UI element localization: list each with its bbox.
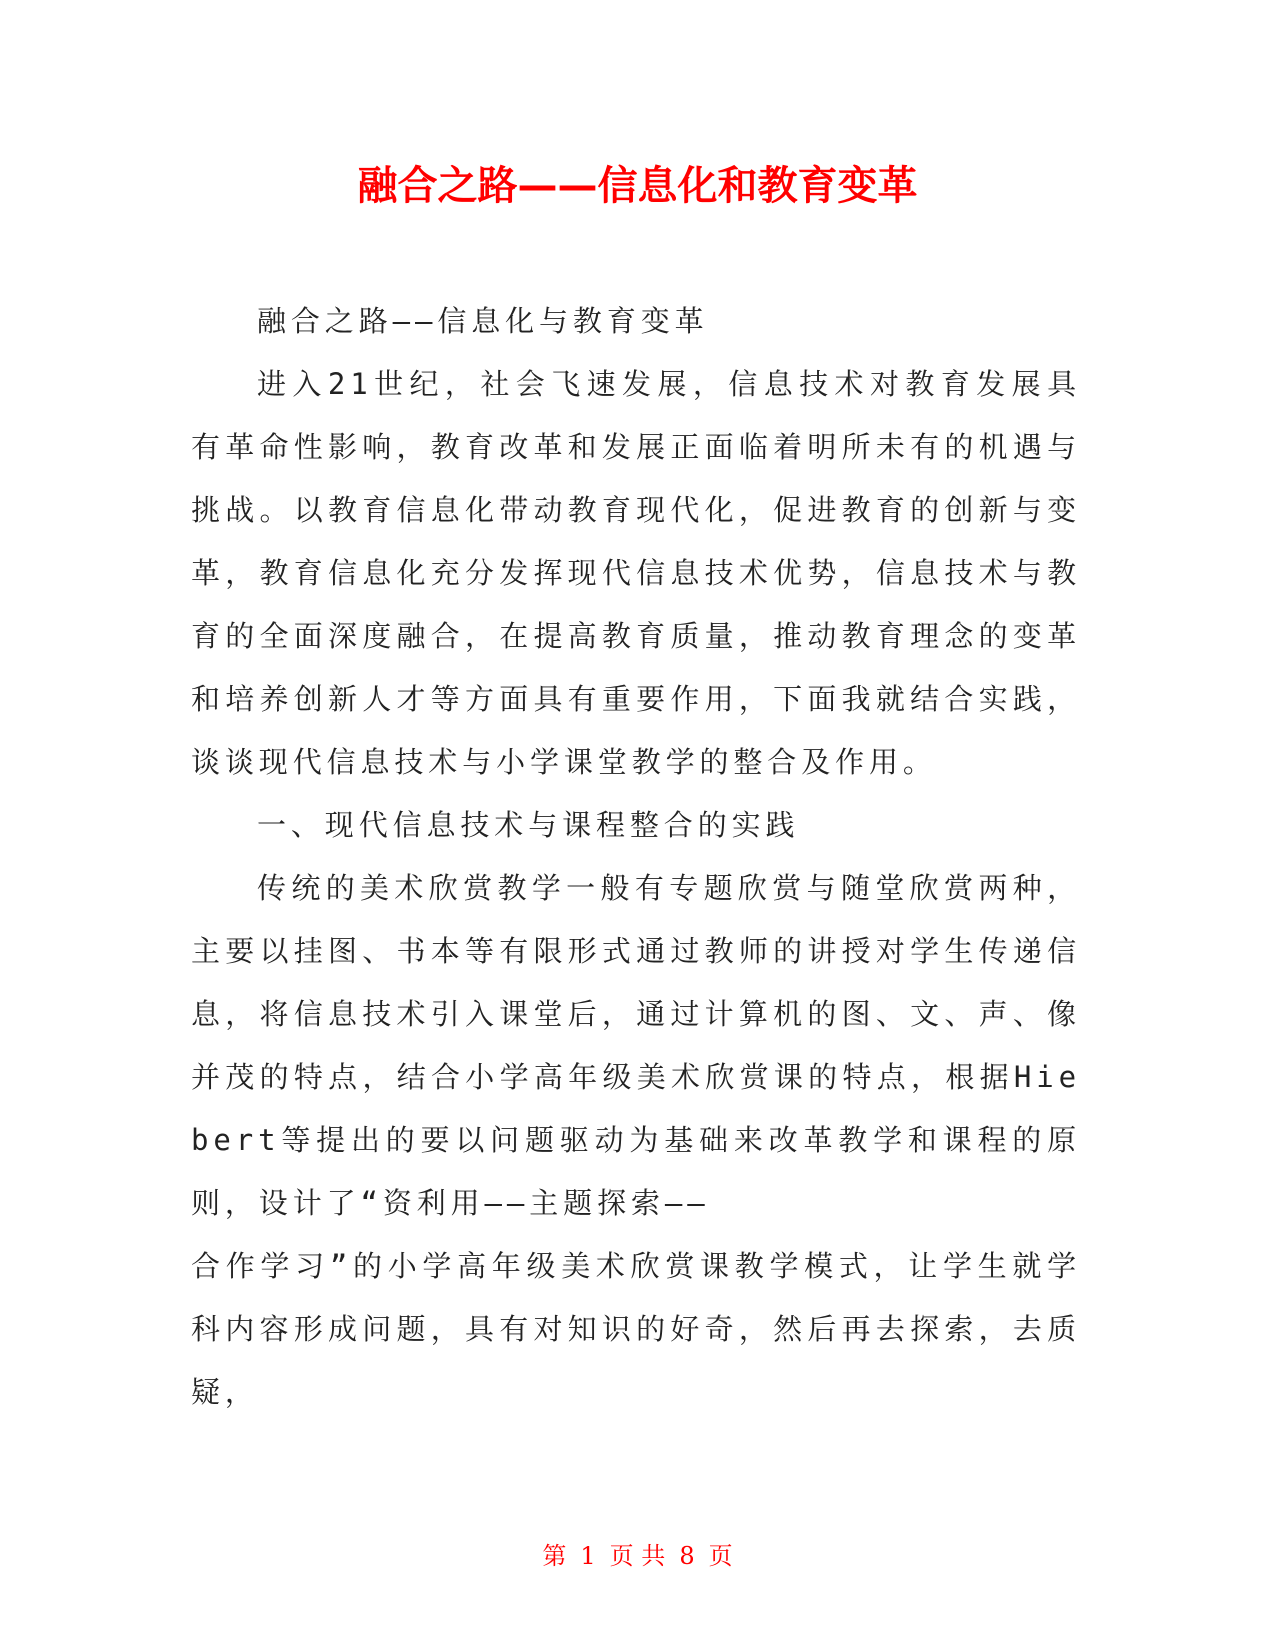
section-heading: 一、现代信息技术与课程整合的实践 (257, 808, 800, 842)
total-page-count: 8 (679, 1542, 695, 1570)
document-title: 融合之路——信息化和教育变革 (357, 163, 918, 209)
page-footer (0, 1540, 1275, 1572)
paragraph-subtitle: 融合之路——信息化与教育变革 (257, 304, 709, 338)
current-page-number: 1 (580, 1542, 596, 1570)
footer-suffix: 页 (708, 1542, 733, 1570)
document-body (191, 290, 1081, 1424)
footer-middle: 页 共 (609, 1542, 666, 1570)
paragraph-continuation: 合作学习”的小学高年级美术欣赏课教学模式，让学生就学科内容形成问题，具有对知识的好奇，然后再去探索，去质疑， (191, 1249, 1081, 1409)
footer-prefix: 第 (542, 1542, 567, 1570)
paragraph-practice: 传统的美术欣赏教学一般有专题欣赏与随堂欣赏两种，主要以挂图、书本等有限形式通过教师的讲授对学生传递信息，将信息技术引入课堂后，通过计算机的图、文、声、像并茂的特点，结合小学高年级美术欣赏课的特点，根据Hiebert等提出的要以问题驱动为基础来改革教学和课程的原则，设计了“资利用——主题探索—— (191, 871, 1081, 1220)
paragraph-intro: 进入21世纪，社会飞速发展，信息技术对教育发展具有革命性影响，教育改革和发展正面临着明所未有的机遇与挑战。以教育信息化带动教育现代化，促进教育的创新与变革，教育信息化充分发挥现代信息技术优势，信息技术与教育的全面深度融合，在提高教育质量，推动教育理念的变革和培养创新人才等方面具有重要作用，下面我就结合实践，谈谈现代信息技术与小学课堂教学的整合及作用。 (191, 367, 1081, 779)
